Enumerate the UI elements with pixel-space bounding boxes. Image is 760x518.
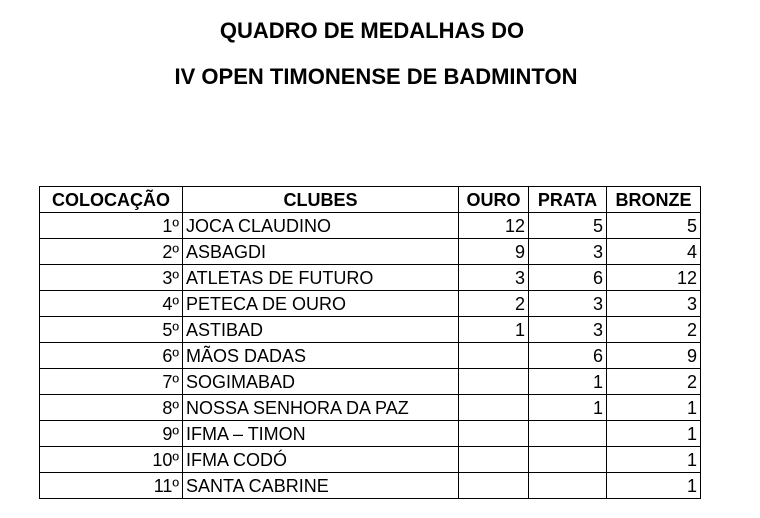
cell-position: 4º (40, 291, 183, 317)
cell-silver: 3 (529, 317, 607, 343)
cell-silver: 5 (529, 213, 607, 239)
cell-bronze: 3 (607, 291, 701, 317)
table-row (40, 395, 701, 421)
cell-bronze: 1 (607, 395, 701, 421)
cell-position: 3º (40, 265, 183, 291)
table-row (40, 291, 701, 317)
cell-silver: 3 (529, 239, 607, 265)
cell-club: IFMA – TIMON (183, 421, 459, 447)
table-row (40, 447, 701, 473)
cell-position: 1º (40, 213, 183, 239)
table-row (40, 265, 701, 291)
cell-bronze: 12 (607, 265, 701, 291)
cell-position: 5º (40, 317, 183, 343)
cell-gold: 1 (459, 317, 529, 343)
cell-club: MÃOS DADAS (183, 343, 459, 369)
cell-position: 7º (40, 369, 183, 395)
cell-gold: 2 (459, 291, 529, 317)
header-bronze: BRONZE (607, 187, 701, 213)
cell-position: 10º (40, 447, 183, 473)
cell-bronze: 2 (607, 317, 701, 343)
table-row (40, 317, 701, 343)
header-gold: OURO (459, 187, 529, 213)
cell-position: 2º (40, 239, 183, 265)
header-silver: PRATA (529, 187, 607, 213)
cell-club: ATLETAS DE FUTURO (183, 265, 459, 291)
cell-club: PETECA DE OURO (183, 291, 459, 317)
cell-club: ASTIBAD (183, 317, 459, 343)
cell-silver: 6 (529, 343, 607, 369)
cell-silver (529, 473, 607, 499)
cell-bronze: 2 (607, 369, 701, 395)
medal-table-body (40, 213, 701, 499)
cell-bronze: 1 (607, 421, 701, 447)
cell-position: 6º (40, 343, 183, 369)
cell-position: 8º (40, 395, 183, 421)
cell-position: 9º (40, 421, 183, 447)
cell-silver: 1 (529, 369, 607, 395)
document-title-line-1: QUADRO DE MEDALHAS DO (219, 18, 525, 43)
cell-silver: 1 (529, 395, 607, 421)
cell-club: JOCA CLAUDINO (183, 213, 459, 239)
cell-bronze: 9 (607, 343, 701, 369)
cell-gold (459, 447, 529, 473)
cell-silver: 6 (529, 265, 607, 291)
cell-gold (459, 473, 529, 499)
cell-bronze: 4 (607, 239, 701, 265)
cell-club: SOGIMABAD (183, 369, 459, 395)
header-club: CLUBES (183, 187, 459, 213)
table-row (40, 473, 701, 499)
table-row (40, 343, 701, 369)
medal-table-header-row (40, 187, 701, 213)
cell-gold (459, 369, 529, 395)
cell-bronze: 1 (607, 447, 701, 473)
document-title-line-2: IV OPEN TIMONENSE DE BADMINTON (174, 64, 578, 89)
table-row (40, 369, 701, 395)
cell-gold: 3 (459, 265, 529, 291)
cell-bronze: 5 (607, 213, 701, 239)
header-position: COLOCAÇÃO (40, 187, 183, 213)
cell-gold: 9 (459, 239, 529, 265)
table-row (40, 239, 701, 265)
cell-gold: 12 (459, 213, 529, 239)
cell-silver: 3 (529, 291, 607, 317)
cell-club: SANTA CABRINE (183, 473, 459, 499)
cell-silver (529, 421, 607, 447)
table-row (40, 213, 701, 239)
cell-gold (459, 421, 529, 447)
cell-bronze: 1 (607, 473, 701, 499)
table-row (40, 421, 701, 447)
cell-club: IFMA CODÓ (183, 447, 459, 473)
cell-position: 11º (40, 473, 183, 499)
cell-gold (459, 343, 529, 369)
cell-club: NOSSA SENHORA DA PAZ (183, 395, 459, 421)
cell-silver (529, 447, 607, 473)
cell-club: ASBAGDI (183, 239, 459, 265)
cell-gold (459, 395, 529, 421)
medal-table (39, 186, 701, 499)
